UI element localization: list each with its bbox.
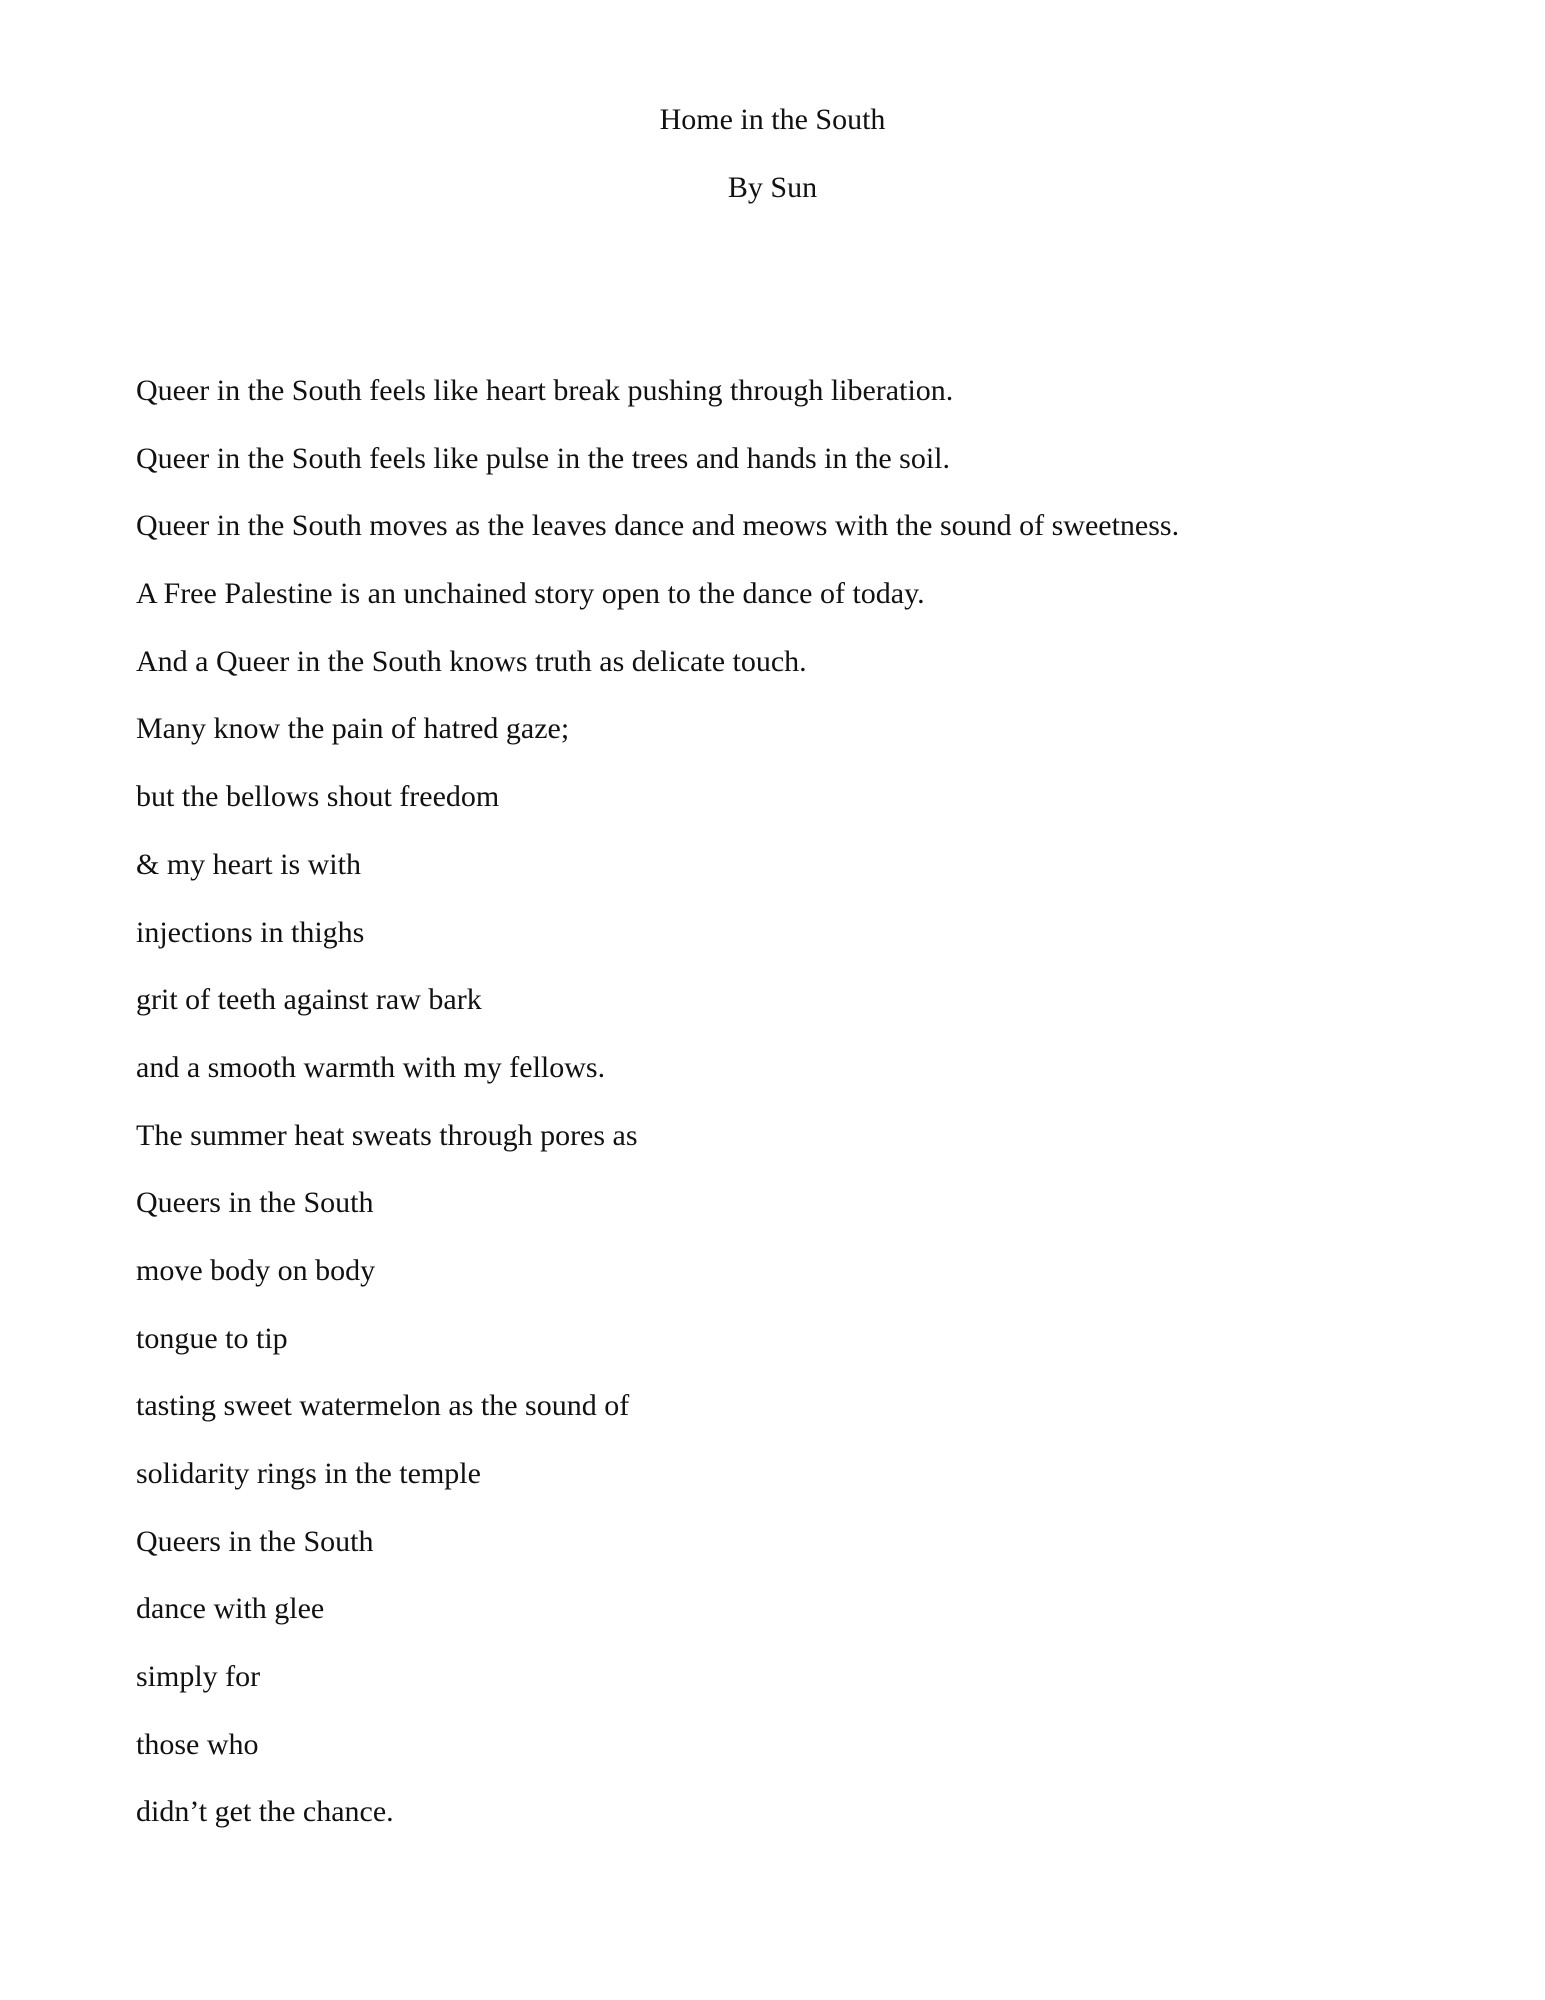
poem-line: Many know the pain of hatred gaze;	[136, 712, 570, 746]
poem-body	[136, 371, 1436, 1860]
poem-line: but the bellows shout freedom	[136, 780, 500, 814]
poem-line: injections in thighs	[136, 915, 365, 949]
poem-line: A Free Palestine is an unchained story open to the dance of today.	[136, 577, 925, 611]
poem-line: tongue to tip	[136, 1321, 288, 1355]
poem-line: and a smooth warmth with my fellows.	[136, 1050, 606, 1084]
poem-line: those who	[136, 1727, 259, 1761]
poem-line: didn’t get the chance.	[136, 1795, 394, 1829]
poem-line: Queer in the South feels like pulse in the trees and hands in the soil.	[136, 441, 950, 475]
poem-line: grit of teeth against raw bark	[136, 983, 482, 1017]
poem-line: move body on body	[136, 1253, 376, 1287]
poem-line: Queers in the South	[136, 1524, 374, 1558]
poem-line: tasting sweet watermelon as the sound of	[136, 1389, 630, 1423]
poem-line: Queer in the South feels like heart break pushing through liberation.	[136, 374, 954, 407]
poem-title: Home in the South	[659, 103, 886, 136]
poem-line: simply for	[136, 1660, 261, 1694]
poem-line: And a Queer in the South knows truth as delicate touch.	[136, 644, 807, 678]
poem-line: Queer in the South moves as the leaves dance and meows with the sound of sweetness.	[136, 509, 1180, 543]
poem-line: dance with glee	[136, 1592, 325, 1626]
poem-line: solidarity rings in the temple	[136, 1457, 481, 1490]
poem-line: Queers in the South	[136, 1186, 374, 1220]
poem-author: By Sun	[727, 171, 818, 204]
poem-line: & my heart is with	[136, 847, 361, 881]
poem-line: The summer heat sweats through pores as	[136, 1118, 638, 1152]
